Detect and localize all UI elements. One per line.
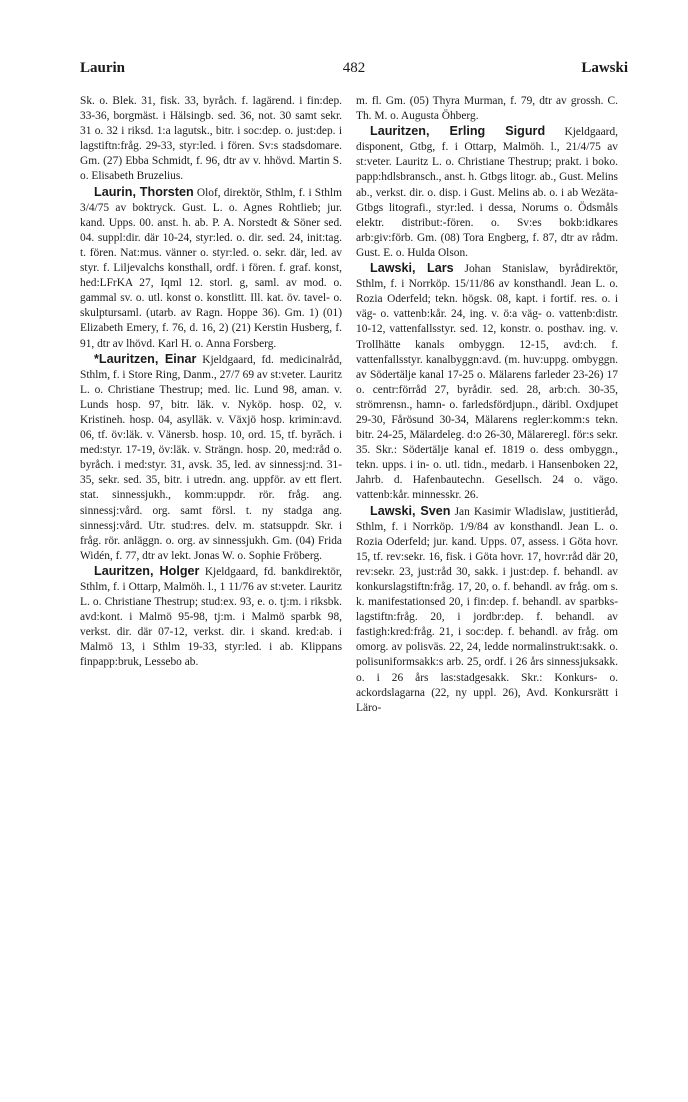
entry-name: Lauritzen, Erling Sigurd: [370, 124, 546, 139]
entry-text: Kjeldgaard, disponent, Gtbg, f. i Ottarp, Malmöh. l., 21/4/75 av st:veter. Lauritz L. o. Christiane Thestrup; prakt. i boko. papp:hdlsbransch., anst. h. Gtbgs litogr. ab., Gust. Melins ab., verkst. dir. o. disp. i Gust. Melins ab. o. i ab Wezäta-Gtbgs litografi., styr:led. i dessa, Norums o. Ödsmåls elektr. distribut:-fören. o. Sv:es bokb:idkares arb:giv:förb. Gm. (08) Tora Engberg, f. 87, dtr av rådm. Gust. E. o. Hulda Olson.: [356, 126, 618, 259]
entry-name: Lauritzen, Holger: [94, 563, 200, 578]
entry-lawski-sven: [356, 504, 618, 716]
entry-lauritzen-erling: [356, 124, 618, 261]
entry-text: Kjeldgaard, fd. bankdirektör, Sthlm, f. i Ottarp, Malmöh. l., 1 11/76 av st:veter. Lauritz L. o. Christiane Thestrup; stud:ex. 93, e. o. tj:m. i riksbk. avd:kont. i Malmö 95-98, tj:m. i Malmö sparbk 98, verkst. dir. där 07-12, verkst. dir. i skand. kred:ab. i Malmö 13, i Sthlm 19-33, styr:led. i ab. Klippans finpapp:bruk, Lessebo ab.: [80, 565, 343, 669]
entry-text: Johan Stanislaw, byrådirektör, Sthlm, f. i Norrköp. 15/11/86 av konsthandl. Jean L. o. Rozia Oderfeld; tekn. högsk. 08, kapt. i fortif. res. o. i väg- o. vattenb:kår. 24, ing. v. ö:a väg- o. vattenb:distr. 10-12, vattenfallsstyr. sed. 12, konstr. o. posthav. ing. v. Trollhätte kanals ombyggn. 12-15, avd:ch. f. vattenfallsstyr. kanalbyggn:avd. (m. huv:uppg. ombyggn. av Södertälje kanal 17-25 o. Mälarens farleder 23-26) 17 o. centr:förråd 27, byrådir. sed. 28, arb:ch. 30-35, strömrensn., hamn- o. farledsfördjupn., däribl. Oxdjupet 29-30, Fårösund 30-34, Mälarens regler:komm:s tekn. bitr. 24-25, Mälardeleg. d:o 26-30, Mälareregl. för:s sekr. 35. Skr.: Södertälje kanal ef. 1819 o. dess ombyggn., tekn. upps. i in- o. utl. tidn., medarb. i Hansenboken 22, Jahrb. d. Hafenbautechn. Gesellsch. 24 o. vägo. vattenb:kår. minnesskr. 26.: [356, 263, 618, 502]
entry-continuation: [80, 94, 342, 185]
entry-text: m. fl. Gm. (05) Thyra Murman, f. 79, dtr av grossh. C. Th. M. o. Augusta Öhberg.: [356, 95, 618, 123]
entry-lauritzen-einar: [80, 352, 342, 564]
entry-text: Sk. o. Blek. 31, fisk. 33, byråch. f. lagärend. i fin:dep. 33-36, borgmäst. i Hälsingb. sed. 36, not. 30 samt sekr. 31 o. 32 i riksd. 1:a lagutsk., bitr. i soc:dep. o. just:dep. i lagstiftn:fråg. 29-33, styr:led. i fören. Sv:s stadsdomare. Gm. (27) Ebba Schmidt, f. 96, dtr av v. hhövd. Martin S. o. Elisabeth Bruzelius.: [80, 95, 342, 183]
running-header: [80, 60, 628, 82]
left-column: [80, 94, 342, 671]
entry-text: Olof, direktör, Sthlm, f. i Sthlm 3/4/75 av boktryck. Gust. L. o. Agnes Rohtlieb; jur. kand. Upps. 00. anst. h. ab. P. A. Norstedt & Söner sed. 04. suppl:dir. där 10-24, styr:led. o. dir. sed. 24, init:tag. t. fören. Nat:mus. vänner o. styr:led. o. sekr. där, led. av styr. f. Liljevalchs konsthall, ordf. i fören. f. graf. konst, hed:LFrKA 27, Iqml 12. storl. g, saml. av mod. o. gammal sv. o. utl. konst o. konstlitt. Ill. kat. öv. tavel- o. skulptursaml. (utarb. av Ragn. Hoppe 36). Gm. 1) (01) Elizabeth Emery, f. 76, d. 16, 2) (21) Kerstin Husberg, f. 91, dtr av lhövd. Karl H. o. Anna Forsberg.: [80, 186, 342, 350]
page-number: 482: [342, 60, 366, 76]
entry-continuation: [356, 94, 618, 124]
entry-name: Laurin, Thorsten: [94, 184, 194, 199]
entry-laurin-thorsten: [80, 185, 342, 352]
entry-name: *Lauritzen, Einar: [94, 351, 197, 366]
entry-name: Lawski, Lars: [370, 261, 454, 276]
right-column: [356, 94, 618, 716]
entry-text: Jan Kasimir Wladislaw, justitieråd, Sthlm, f. i Norrköp. 1/9/84 av konsthandl. Jean L. o. Rozia Oderfeld; jur. kand. Upps. 07, assess. i Göta hovr. 15, tf. rev:sekr. 16, fisk. i Göta hovr. 17, hovr:råd där 20, rev:sekr. 23, just:råd 30, sakk. i just:dep. f. behandl. av konkurslagstiftn:fråg. 17, 20, o. f. behandl. av fråg. om s. k. manifestationsed 20, i fin:dep. f. behandl. av sparbks-lagstiftn:fråg. 20, i jordbr:dep. f. behandl. av fastigh:kred:fråg. 21, i soc:dep. f. behandl. av fråg. om omorg. av polisväs. 22, 24, ledde normalinstrukt:sakk. o. polisuniformsakk:s arb. 25, ordf. i 26 års sinnessjuksakk. o. i 26 års las:stadgesakk. Skr.: Konkurs- o. ackordslagarna (22, ny uppl. 26), Avd. Konkursrätt i Läro-: [356, 505, 618, 714]
header-last-entry: Lawski: [581, 60, 628, 76]
entry-lauritzen-holger: [80, 564, 342, 671]
header-first-entry: Laurin: [80, 60, 126, 76]
entry-text: Kjeldgaard, fd. medicinalråd, Sthlm, f. i Store Ring, Danm., 27/7 69 av st:veter. Lauritz L. o. Christiane Thestrup; med. lic. Lund 98, aman. v. Lunds hosp. 97, bitr. läk. v. Nyköp. hosp. 02, v. Kristineh. hosp. 04, asylläk. v. Växjö hosp. krimin:avd. 06, tf. öv:läk. v. Vänersb. hosp. 10, ord. 15, tf. byrăch. i med:styr. 17-19, öv:läk. v. Strängn. hosp. 20, med:råd o. byråch. i med:styr. 31, avsk. 35, led. av sinnessj:nd. 31-35, sekr. sed. 35, bitr. i utredn. ang. uppför. av ett flert. stat. sinnessjukh., komm:uppdr. rör. fråg. ang. sinnessj:vård. org. samt försl. t. ny stadga ang. sinnessj:vård. Utr. stud:res. delv. m. statsuppdr. Skr. i fråg. rör. anläggn. o. org. av sinnessjukh. Gm. (04) Frida Widén, f. 77, dtr av lekt. Jonas W. o. Sophie Fröberg.: [80, 353, 342, 562]
entry-name: Lawski, Sven: [370, 503, 451, 518]
entry-lawski-lars: [356, 261, 618, 504]
